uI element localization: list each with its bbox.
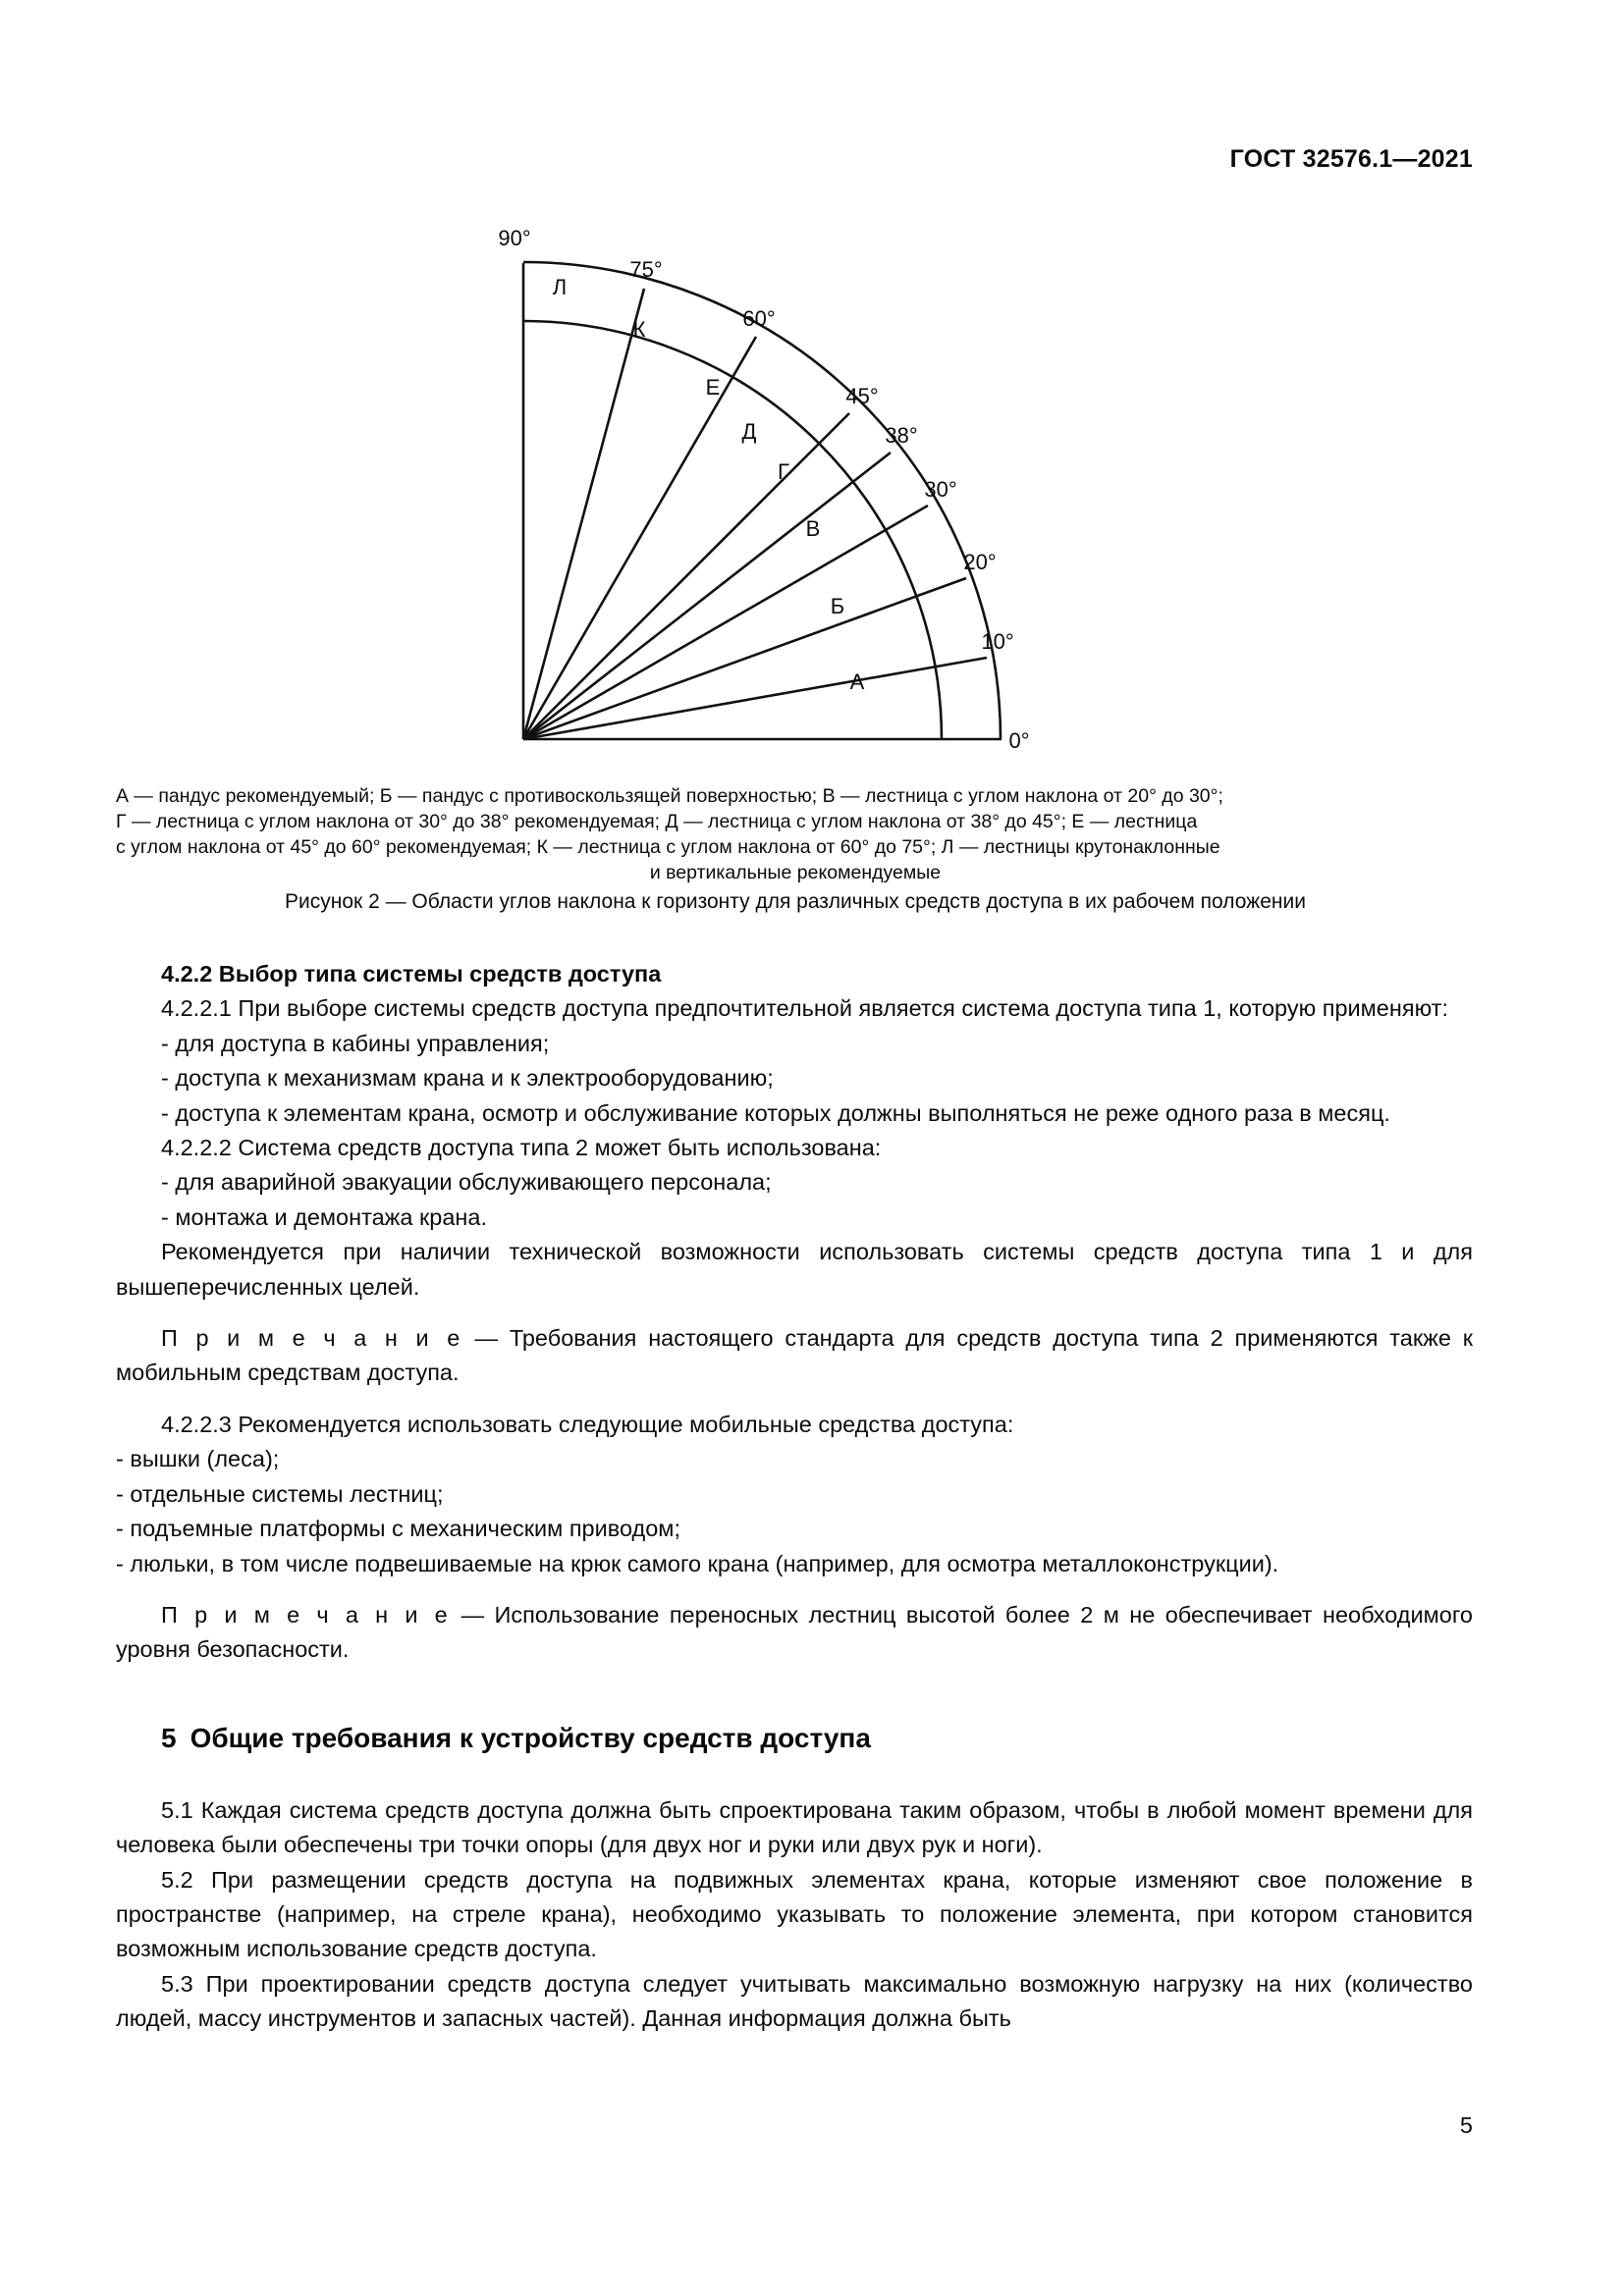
zone-E: Е — [705, 375, 721, 400]
label-10: 10° — [981, 629, 1014, 654]
label-75: 75° — [629, 257, 663, 282]
ray-20 — [523, 578, 966, 739]
zone-A: А — [849, 669, 865, 694]
heading-section-5-title: Общие требования к устройству средств доступа — [189, 1722, 871, 1753]
bullet-4-2-2-2-b: - монтажа и демонтажа крана. — [161, 1203, 487, 1230]
paragraph-5-1: 5.1 Каждая система средств доступа должна быть спроектирована таким образом, чтобы в любой момент времени для человека были обеспечены три точки опоры (для двух ног и руки или двух рук и ноги). — [116, 1796, 1473, 1858]
label-30: 30° — [924, 477, 957, 502]
page-number: 5 — [1459, 2112, 1473, 2138]
zone-L: Л — [552, 275, 568, 299]
ray-75 — [523, 289, 644, 739]
bullet-4-2-2-1-c: - доступа к элементам крана, осмотр и обслуживание которых должны выполняться не реже одного раза в месяц. — [161, 1099, 1390, 1126]
bullet-4-2-2-3-a: - вышки (леса); — [116, 1446, 280, 1472]
bullet-4-2-2-1-b: - доступа к механизмам крана и к электрооборудованию; — [161, 1065, 774, 1092]
label-38: 38° — [885, 423, 918, 448]
figure-legend-line-2: Г — лестница с углом наклона от 30° до 38° рекомендуемая; Д — лестница с углом наклона от 38° до 45°; Е — лестница — [116, 811, 1198, 832]
heading-section-5-number: 5 — [161, 1722, 177, 1753]
bullet-4-2-2-3-c: - подъемные платформы с механическим приводом; — [116, 1516, 680, 1542]
heading-section-5 — [116, 1721, 1473, 1756]
figure-2 — [116, 206, 1473, 775]
bullet-4-2-2-3-b: - отдельные системы лестниц; — [116, 1480, 444, 1507]
bullet-4-2-2-1-a: - для доступа в кабины управления; — [161, 1030, 550, 1056]
figure-2-legend — [116, 783, 1475, 885]
zone-B: Б — [830, 594, 845, 618]
paragraph-5-3: 5.3 При проектировании средств доступа следует учитывать максимально возможную нагрузку на них (количество людей, массу инструментов и запасных частей). Данная информация должна быть — [116, 1970, 1473, 2032]
document-header-standard-id: ГОСТ 32576.1—2021 — [1229, 145, 1473, 173]
paragraph-4-2-2-2: 4.2.2.2 Система средств доступа типа 2 может быть использована: — [161, 1135, 882, 1161]
paragraph-recommendation: Рекомендуется при наличии технической возможности использовать системы средств доступа типа 1 и для вышеперечисленных целей. — [116, 1239, 1473, 1300]
note-2 — [116, 1598, 1473, 1668]
note-1 — [116, 1321, 1473, 1391]
note-1-text: — Требования настоящего стандарта для средств доступа типа 2 применяются также к мобильным средствам доступа. — [116, 1325, 1473, 1386]
note-2-label: П р и м е ч а н и е — [161, 1601, 452, 1628]
figure-legend-line-1: А — пандус рекомендуемый; Б — пандус с противоскользящей поверхностью; В — лестница с углом наклона от 20° до 30°; — [116, 785, 1223, 807]
zone-G: Г — [778, 459, 789, 484]
label-60: 60° — [742, 306, 776, 331]
label-20: 20° — [963, 550, 997, 574]
zone-D: Д — [741, 419, 757, 444]
ray-60 — [523, 337, 756, 739]
figure-2-caption: Рисунок 2 — Области углов наклона к горизонту для различных средств доступа в их рабочем положении — [285, 890, 1306, 913]
paragraph-4-2-2-1: 4.2.2.1 При выборе системы средств доступа предпочтительной является система доступа типа 1, которую применяют: — [161, 995, 1448, 1022]
bullet-4-2-2-3-d: - люльки, в том числе подвешиваемые на крюк самого крана (например, для осмотра металлоконструкции). — [116, 1550, 1279, 1576]
zone-V: В — [805, 516, 821, 541]
heading-4-2-2: 4.2.2 Выбор типа системы средств доступа — [161, 961, 662, 987]
bullet-4-2-2-2-a: - для аварийной эвакуации обслуживающего персонала; — [161, 1169, 772, 1196]
label-90: 90° — [498, 226, 531, 250]
figure-legend-line-4: и вертикальные рекомендуемые — [649, 862, 942, 883]
document-body — [116, 957, 1473, 2037]
zone-K: К — [632, 317, 646, 342]
note-1-label: П р и м е ч а н и е — [161, 1325, 463, 1352]
label-45: 45° — [845, 384, 879, 408]
label-0: 0° — [1008, 728, 1030, 753]
angle-sector-svg — [116, 206, 1473, 775]
paragraph-4-2-2-3: 4.2.2.3 Рекомендуется использовать следующие мобильные средства доступа: — [161, 1411, 1014, 1437]
figure-2-diagram — [116, 206, 1473, 775]
note-2-text: — Использование переносных лестниц высотой более 2 м не обеспечивает необходимого уровня безопасности. — [116, 1601, 1473, 1663]
figure-legend-line-3: с углом наклона от 45° до 60° рекомендуемая; К — лестница с углом наклона от 60° до 75°; Л — лестницы крутонаклонные — [116, 836, 1220, 858]
paragraph-5-2: 5.2 При размещении средств доступа на подвижных элементах крана, которые изменяют свое положение в пространстве (например, на стреле крана), необходимо указывать то положение элемента, при котором становится возможным использование средств доступа. — [116, 1866, 1473, 1962]
